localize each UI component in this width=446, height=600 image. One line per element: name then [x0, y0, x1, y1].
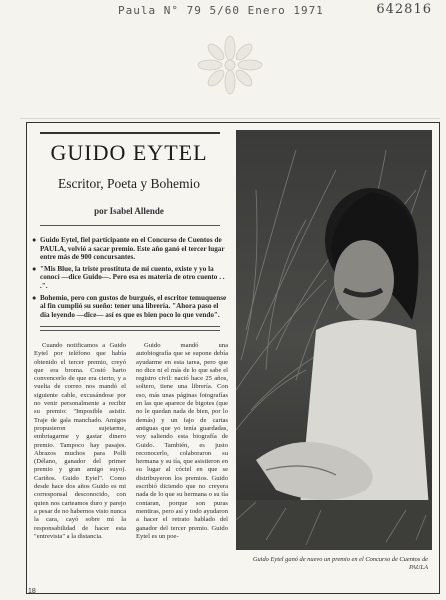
archive-handwritten-note	[118, 4, 438, 20]
summary-bullets	[32, 236, 228, 322]
archive-issue-note: Paula N° 79 5/60 Enero 1971	[118, 4, 324, 17]
summary-bullet-text: "Mis Blue, la triste prostituta de mi cuento, existe y yo la conocí —dice Guido—. Pero esa es materia de otro cuento . . .".	[40, 264, 225, 290]
section-rule-upper	[40, 326, 220, 327]
article-subtitle: Escritor, Poeta y Bohemio	[58, 176, 200, 191]
summary-bullet	[32, 294, 228, 320]
summary-bullet	[32, 265, 228, 291]
byline-rule	[40, 225, 220, 226]
article-byline: por Isabel Allende	[94, 206, 164, 216]
article-column-2	[136, 342, 228, 541]
portrait-photo-image	[236, 130, 432, 550]
column-2-text: Guido mandó una autobiografía que se supone debía ayudarme en esta tarea, pero que no dice ni el más de lo que sabe el registro civil: nació hace 25 años, soltero, tiene una librería. Con eso, más unas páginas fotografías en las que aparece de bigotes (que no le quedan nada de bien, por lo demás) y un fajo de cartas antiguas que yo tenía guardadas, voy saliendo esta biografía de Guido. También, es justo reconocerlo, colaboraron su hermana y su tía, que asistieron en su lugar al cóctel en que se distribuyeron los premios. Guido escribió diciendo que no creyera nada de lo que su hermana o su tía contaran, porque son puras mentiras, pero así y todo ayudaron a hacer el retrato hablado del ganador del tercer premio. Guido Eytel es un poe-	[136, 342, 228, 540]
bullet-icon: ●	[32, 236, 37, 244]
archive-catalog-number: 642816	[376, 2, 432, 17]
title-top-rule	[40, 132, 220, 134]
section-rule-lower	[40, 330, 220, 331]
bullet-icon: ●	[32, 293, 37, 302]
article-title: GUIDO EYTEL	[50, 140, 208, 165]
top-divider	[20, 118, 440, 119]
summary-bullet	[32, 236, 228, 262]
summary-bullet-text: Guido Eytel, fiel participante en el Concurso de Cuentos de PAULA, volvió a sacar premio. Este año ganó el tercer lugar entre más de 900 concursantes.	[40, 236, 225, 262]
portrait-photo	[236, 130, 432, 550]
page-number: 18	[28, 588, 36, 595]
column-1-text: Cuando notificamos a Guido Eytel por teléfono que había obtenido el tercer premio, creyó que era broma. Costó harto convencerlo de que era cierto, y a vuelta de correo nos mandó el siguiente cable, excusándose por no venir personalmente a recibir su premio: "Imposible asistir. Traje de gala manchado. Amigos propusieron sujetarme, embriagarme y gastar dinero premio. Tampoco hay pasajes. Abrazos muchos para Polli (Délano, ganador del primer premio y gran amigo suyo). Cariños. Guido Eytel". Como desde hace dos años Guido es mi corresponsal desconocido, con quien nos carteamos duro y parejo a pesar de no habernos visto nunca la cara, cayó sobre mí la responsabilidad de hacer esta "entrevista" a la distancia.	[34, 342, 126, 540]
flower-stamp-icon	[194, 34, 266, 96]
bullet-icon: ●	[32, 264, 37, 273]
summary-bullet-text: Bohemio, pero con gustos de burgués, el escritor temuquense al fin cumplió su sueño: tener una librería. "Ahora paso el día leyendo —dice— así es que es bien poco lo que vendo".	[40, 293, 227, 319]
article-column-1	[34, 342, 126, 541]
photo-caption: Guido Eytel ganó de nuevo un premio en el Concurso de Cuentos de PAULA	[252, 556, 428, 571]
